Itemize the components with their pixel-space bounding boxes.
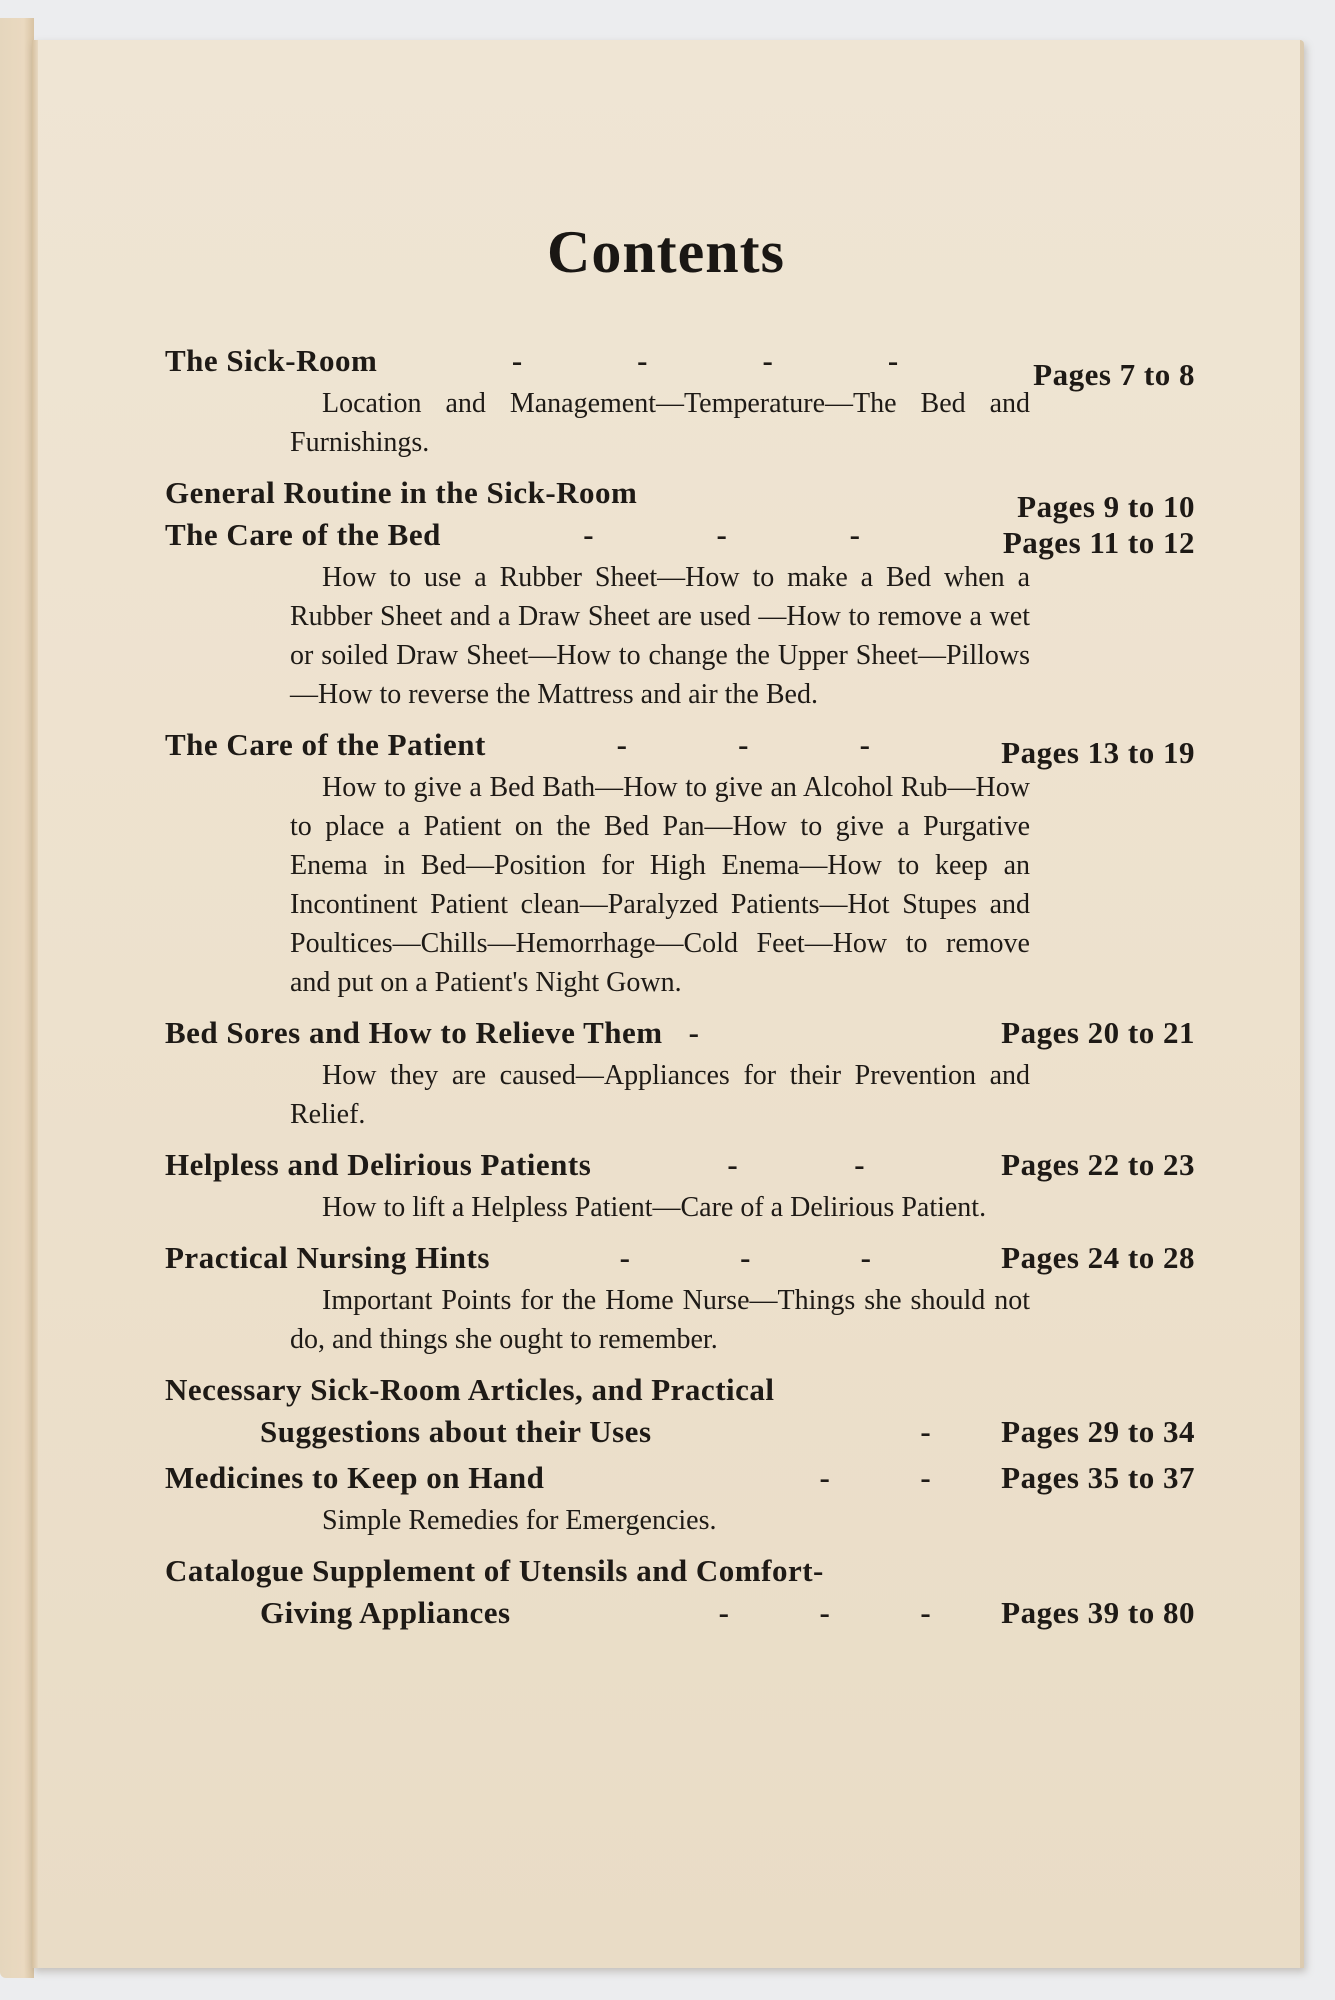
toc-entry-heading: The Care of the Bed <box>165 517 441 552</box>
table-of-contents <box>165 340 1195 1644</box>
leader-dash: - <box>619 1240 631 1275</box>
leader-dash: - <box>688 1015 700 1050</box>
leader-dash: - <box>716 517 728 552</box>
toc-entry-heading-line2: Suggestions about their Uses <box>260 1414 652 1449</box>
toc-entry-heading: Medicines to Keep on Hand <box>165 1460 545 1495</box>
toc-entry-general-routine <box>165 472 1195 524</box>
toc-entry-medicines <box>165 1457 1195 1540</box>
leader-dashes <box>544 1457 1001 1499</box>
leader-dashes <box>591 1144 1001 1186</box>
toc-entry-description: How to use a Rubber Sheet—How to make a Bed when a Rubber Sheet and a Draw Sheet are used —How to remove a wet or soiled Draw Sheet—How to change the Upper Sheet—Pillows—How to reverse the Mattress and air the Bed. <box>290 562 1030 710</box>
leader-dash: - <box>819 1460 831 1495</box>
toc-entry-pages: Pages 22 to 23 <box>1001 1147 1195 1182</box>
toc-entry-heading: Helpless and Delirious Patients <box>165 1147 592 1182</box>
leader-dashes <box>511 1592 1002 1634</box>
leader-dash: - <box>616 727 628 762</box>
toc-entry-bed-sores <box>165 1012 1195 1134</box>
toc-entry-pages: Pages 29 to 34 <box>1001 1414 1195 1449</box>
toc-entry-heading-line1: Necessary Sick-Room Articles, and Practical <box>165 1372 775 1407</box>
toc-entry-description: Important Points for the Home Nurse—Things she should not do, and things she ought to remember. <box>290 1285 1030 1355</box>
toc-entry-description: How to give a Bed Bath—How to give an Alcohol Rub—How to place a Patient on the Bed Pan—How to give a Purgative Enema in Bed—Position for High Enema—How to keep an Incontinent Patient clean—Paralyzed Patients—Hot Stupes and Poultices—Chills—Hemorrhage—Cold Feet—How to remove and put on a Patient's Night Gown. <box>290 772 1030 998</box>
toc-entry-sick-room-articles <box>165 1369 1195 1453</box>
toc-entry-description: How to lift a Helpless Patient—Care of a Delirious Patient. <box>322 1192 987 1223</box>
toc-entry-care-of-bed <box>165 514 1195 714</box>
leader-dashes <box>486 724 1001 766</box>
leader-dash: - <box>718 1595 730 1630</box>
toc-entry-sick-room <box>165 340 1195 462</box>
book-page <box>32 40 1304 1968</box>
leader-dash: - <box>920 1414 932 1449</box>
toc-entry-heading: Bed Sores and How to Relieve Them <box>165 1015 663 1050</box>
leader-dashes <box>490 1237 1001 1279</box>
toc-entry-care-of-patient <box>165 724 1195 1002</box>
toc-entry-heading: General Routine in the Sick-Room <box>165 475 638 510</box>
page-binding <box>32 40 38 1968</box>
toc-entry-heading: The Sick-Room <box>165 343 378 378</box>
leader-dash: - <box>738 727 749 762</box>
toc-entry-pages: Pages 35 to 37 <box>1001 1460 1195 1495</box>
toc-entry-pages: Pages 24 to 28 <box>1001 1240 1195 1275</box>
page-title: Contents <box>546 219 785 285</box>
toc-entry-heading: Practical Nursing Hints <box>165 1240 490 1275</box>
leader-dash: - <box>637 343 648 378</box>
leader-dash: - <box>762 343 774 378</box>
leader-dash: - <box>920 1460 932 1495</box>
toc-entry-nursing-hints <box>165 1237 1195 1359</box>
toc-entry-pages: Pages 39 to 80 <box>1001 1595 1195 1630</box>
toc-entry-heading-line2: Giving Appliances <box>260 1595 511 1630</box>
leader-dash: - <box>854 1147 866 1182</box>
toc-entry-heading: The Care of the Patient <box>165 727 486 762</box>
leader-dashes <box>377 340 1033 382</box>
previous-page-edge <box>0 18 34 1978</box>
toc-entry-pages: Pages 20 to 21 <box>1001 1015 1195 1050</box>
toc-entry-description: Simple Remedies for Emergencies. <box>322 1505 717 1536</box>
toc-entry-pages: Pages 13 to 19 <box>1001 735 1195 770</box>
toc-entry-description: Location and Management—Temperature—The Bed and Furnishings. <box>290 388 1030 458</box>
leader-dash: - <box>740 1240 751 1275</box>
toc-entry-pages: Pages 7 to 8 <box>1033 357 1195 392</box>
leader-dashes <box>441 514 1003 556</box>
leader-dash: - <box>920 1595 932 1630</box>
toc-entry-description: How they are caused—Appliances for their Prevention and Relief. <box>290 1060 1030 1130</box>
toc-entry-pages: Pages 9 to 10 <box>1017 489 1195 524</box>
leader-dash: - <box>727 1147 739 1182</box>
toc-entry-catalogue-supplement <box>165 1550 1195 1634</box>
leader-dash: - <box>583 517 595 552</box>
leader-dash: - <box>887 343 899 378</box>
toc-entry-heading-line1: Catalogue Supplement of Utensils and Comfort- <box>165 1553 824 1588</box>
leader-dash: - <box>859 727 871 762</box>
leader-dash: - <box>819 1595 831 1630</box>
toc-entry-pages: Pages 11 to 12 <box>1002 525 1195 560</box>
leader-dash: - <box>860 1240 872 1275</box>
toc-entry-helpless-delirious <box>165 1144 1195 1227</box>
leader-dashes <box>652 1411 1002 1453</box>
leader-dash: - <box>849 517 861 552</box>
leader-dash: - <box>511 343 523 378</box>
leader-dashes <box>663 1012 1002 1054</box>
